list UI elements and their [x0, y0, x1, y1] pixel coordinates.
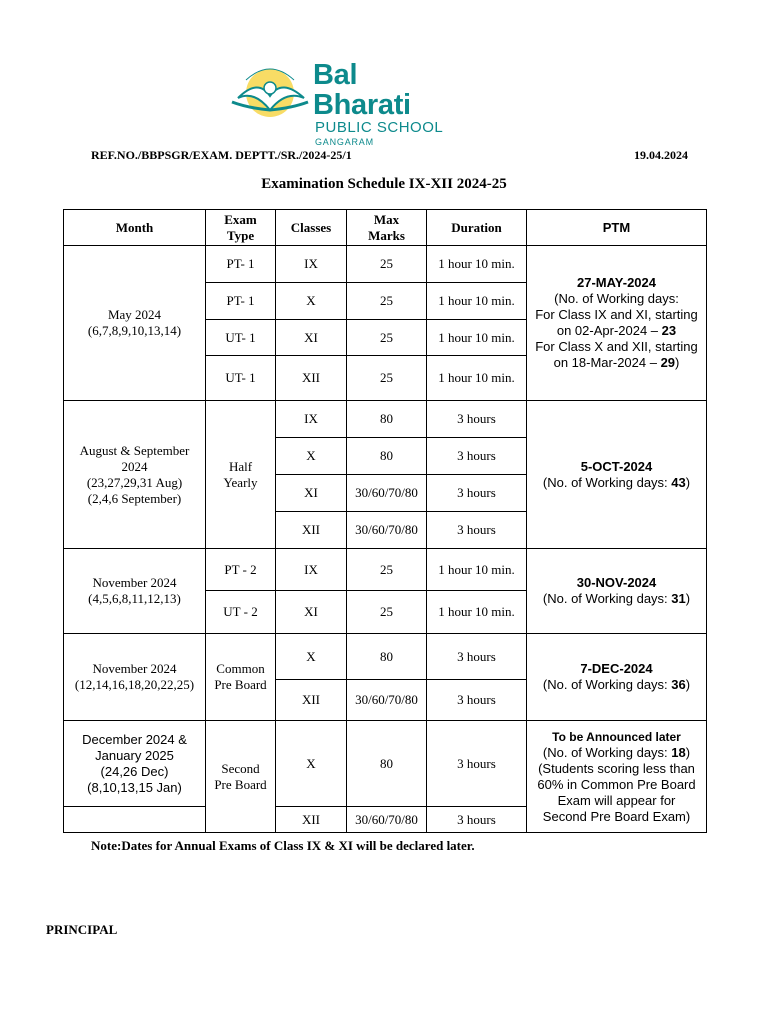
- marks-cell: 30/60/70/80: [347, 807, 427, 833]
- exam-type-cell: Half Yearly: [206, 401, 276, 549]
- ptm-cell: To be Announced later (No. of Working days: 18) (Students scoring less than 60% in Common Pre Board Exam will appear for Second Pre Board Exam): [527, 721, 707, 833]
- month-cell: December 2024 & January 2025 (24,26 Dec) (8,10,13,15 Jan): [64, 721, 206, 807]
- class-cell: X: [276, 283, 347, 320]
- duration-cell: 3 hours: [427, 438, 527, 475]
- exam-type-cell: PT - 2: [206, 549, 276, 591]
- school-emblem-icon: [228, 58, 312, 132]
- marks-cell: 30/60/70/80: [347, 475, 427, 512]
- header-classes: Classes: [276, 210, 347, 246]
- table-row: [64, 549, 707, 591]
- duration-cell: 3 hours: [427, 401, 527, 438]
- marks-cell: 30/60/70/80: [347, 680, 427, 721]
- exam-type-cell: UT- 1: [206, 320, 276, 356]
- school-type: PUBLIC SCHOOL: [315, 119, 444, 136]
- marks-cell: 30/60/70/80: [347, 512, 427, 549]
- class-cell: IX: [276, 401, 347, 438]
- class-cell: XII: [276, 807, 347, 833]
- principal-signature-label: PRINCIPAL: [46, 922, 118, 937]
- duration-cell: 1 hour 10 min.: [427, 320, 527, 356]
- class-cell: X: [276, 721, 347, 807]
- class-cell: X: [276, 634, 347, 680]
- exam-type-cell: Common Pre Board: [206, 634, 276, 721]
- exam-type-cell: UT- 1: [206, 356, 276, 401]
- duration-cell: 1 hour 10 min.: [427, 549, 527, 591]
- marks-cell: 25: [347, 591, 427, 634]
- duration-cell: 1 hour 10 min.: [427, 356, 527, 401]
- duration-cell: 3 hours: [427, 680, 527, 721]
- header-ptm: PTM: [527, 210, 707, 246]
- class-cell: IX: [276, 549, 347, 591]
- marks-cell: 25: [347, 320, 427, 356]
- class-cell: X: [276, 438, 347, 475]
- page-title: Examination Schedule IX-XII 2024-25: [261, 176, 507, 192]
- marks-cell: 80: [347, 401, 427, 438]
- month-cell-empty: [64, 807, 206, 833]
- exam-type-cell: PT- 1: [206, 283, 276, 320]
- month-cell: November 2024 (4,5,6,8,11,12,13): [64, 549, 206, 634]
- table-row: [64, 401, 707, 438]
- header-exam-type: Exam Type: [206, 210, 276, 246]
- ptm-cell: 30-NOV-2024 (No. of Working days: 31): [527, 549, 707, 634]
- annual-exam-note: Note:Dates for Annual Exams of Class IX & XI will be declared later.: [91, 838, 475, 853]
- marks-cell: 25: [347, 356, 427, 401]
- school-name: Bal Bharati: [313, 59, 411, 121]
- exam-type-cell: UT - 2: [206, 591, 276, 634]
- school-branch: GANGARAM: [315, 137, 374, 147]
- table-row: [64, 721, 707, 807]
- marks-cell: 25: [347, 246, 427, 283]
- header-month: Month: [64, 210, 206, 246]
- duration-cell: 3 hours: [427, 807, 527, 833]
- ptm-cell: 7-DEC-2024 (No. of Working days: 36): [527, 634, 707, 721]
- duration-cell: 3 hours: [427, 721, 527, 807]
- month-cell: May 2024 (6,7,8,9,10,13,14): [64, 246, 206, 401]
- table-row: [64, 634, 707, 680]
- header-duration: Duration: [427, 210, 527, 246]
- duration-cell: 1 hour 10 min.: [427, 246, 527, 283]
- marks-cell: 80: [347, 438, 427, 475]
- exam-schedule-table: [63, 209, 707, 833]
- class-cell: XII: [276, 356, 347, 401]
- class-cell: XI: [276, 475, 347, 512]
- month-cell: November 2024 (12,14,16,18,20,22,25): [64, 634, 206, 721]
- duration-cell: 3 hours: [427, 512, 527, 549]
- class-cell: XII: [276, 680, 347, 721]
- ptm-cell: 27-MAY-2024 (No. of Working days: For Class IX and XI, starting on 02-Apr-2024 – 23 For Class X and XII, starting on 18-Mar-2024 – 29): [527, 246, 707, 401]
- month-cell: August & September 2024 (23,27,29,31 Aug) (2,4,6 September): [64, 401, 206, 549]
- marks-cell: 25: [347, 283, 427, 320]
- header-max-marks: Max Marks: [347, 210, 427, 246]
- reference-number: REF.NO./BBPSGR/EXAM. DEPTT./SR./2024-25/1: [91, 148, 352, 162]
- marks-cell: 80: [347, 721, 427, 807]
- class-cell: XI: [276, 320, 347, 356]
- table-row: [64, 246, 707, 283]
- class-cell: XII: [276, 512, 347, 549]
- table-header-row: [64, 210, 707, 246]
- duration-cell: 3 hours: [427, 634, 527, 680]
- exam-type-cell: PT- 1: [206, 246, 276, 283]
- duration-cell: 3 hours: [427, 475, 527, 512]
- class-cell: XI: [276, 591, 347, 634]
- duration-cell: 1 hour 10 min.: [427, 591, 527, 634]
- school-logo: [228, 58, 458, 147]
- ptm-cell: 5-OCT-2024 (No. of Working days: 43): [527, 401, 707, 549]
- duration-cell: 1 hour 10 min.: [427, 283, 527, 320]
- marks-cell: 25: [347, 549, 427, 591]
- class-cell: IX: [276, 246, 347, 283]
- document-date: 19.04.2024: [634, 148, 688, 162]
- marks-cell: 80: [347, 634, 427, 680]
- exam-type-cell: Second Pre Board: [206, 721, 276, 833]
